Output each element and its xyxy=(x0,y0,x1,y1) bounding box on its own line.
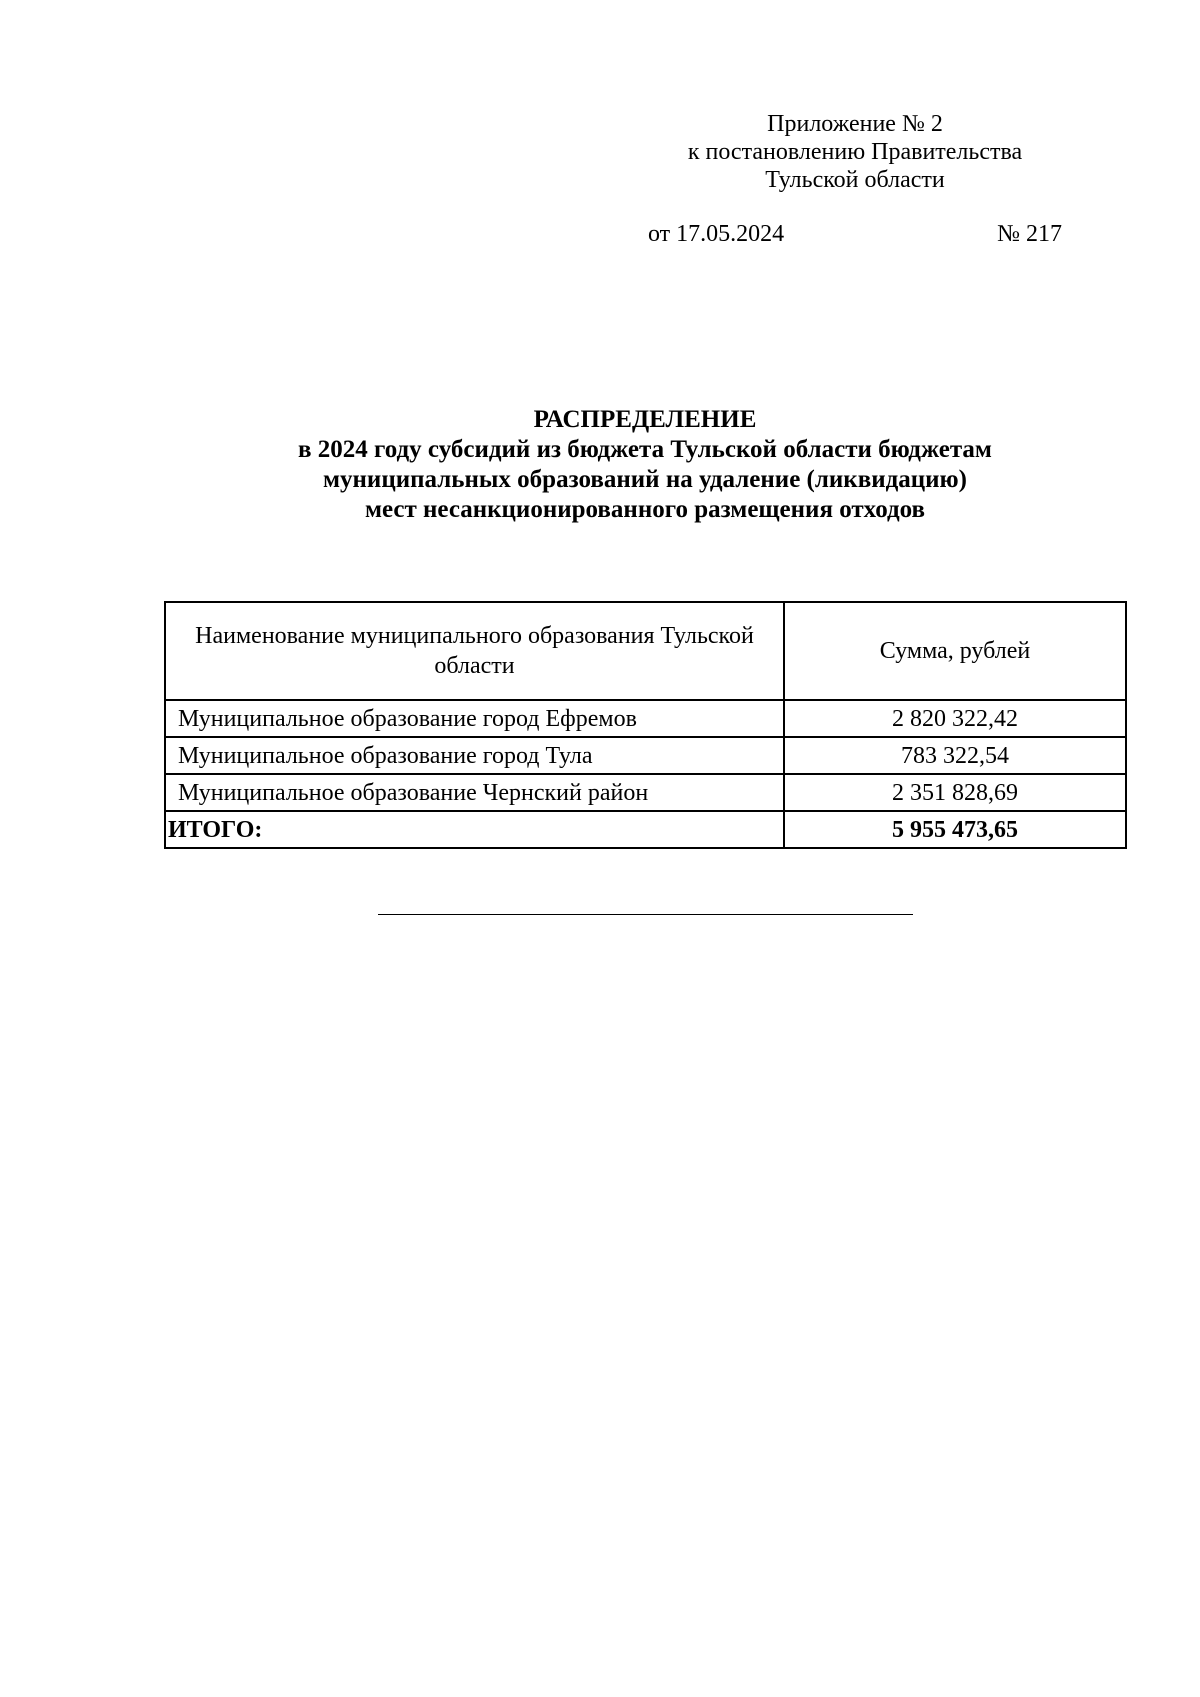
distribution-table xyxy=(164,601,1127,849)
closing-rule xyxy=(378,914,913,915)
total-row xyxy=(165,811,1126,848)
title-line: в 2024 году субсидий из бюджета Тульской области бюджетам xyxy=(298,436,992,463)
appendix-header xyxy=(640,110,1070,194)
subsidy-amount: 2 820 322,42 xyxy=(784,700,1126,737)
column-header-name: Наименование муниципального образования Тульской области xyxy=(165,602,784,700)
title-line: муниципальных образований на удаление (ликвидацию) xyxy=(322,466,967,493)
title-heading: РАСПРЕДЕЛЕНИЕ xyxy=(533,406,757,433)
document-title xyxy=(160,405,1130,525)
subsidy-amount: 2 351 828,69 xyxy=(784,774,1126,811)
subsidy-amount: 783 322,54 xyxy=(784,737,1126,774)
municipality-name: Муниципальное образование Чернский район xyxy=(165,774,784,811)
total-label: ИТОГО: xyxy=(165,811,784,848)
title-line: мест несанкционированного размещения отходов xyxy=(364,496,926,523)
appendix-line: Тульской области xyxy=(765,167,945,193)
table-row xyxy=(165,700,1126,737)
table-header-row xyxy=(165,602,1126,700)
table-row xyxy=(165,774,1126,811)
appendix-line: к постановлению Правительства xyxy=(687,139,1023,165)
municipality-name: Муниципальное образование город Ефремов xyxy=(165,700,784,737)
table-row xyxy=(165,737,1126,774)
column-header-sum: Сумма, рублей xyxy=(784,602,1126,700)
resolution-date: от 17.05.2024 xyxy=(648,221,785,247)
total-amount: 5 955 473,65 xyxy=(784,811,1126,848)
appendix-line: Приложение № 2 xyxy=(767,111,943,137)
resolution-number: № 217 xyxy=(997,221,1062,247)
municipality-name: Муниципальное образование город Тула xyxy=(165,737,784,774)
